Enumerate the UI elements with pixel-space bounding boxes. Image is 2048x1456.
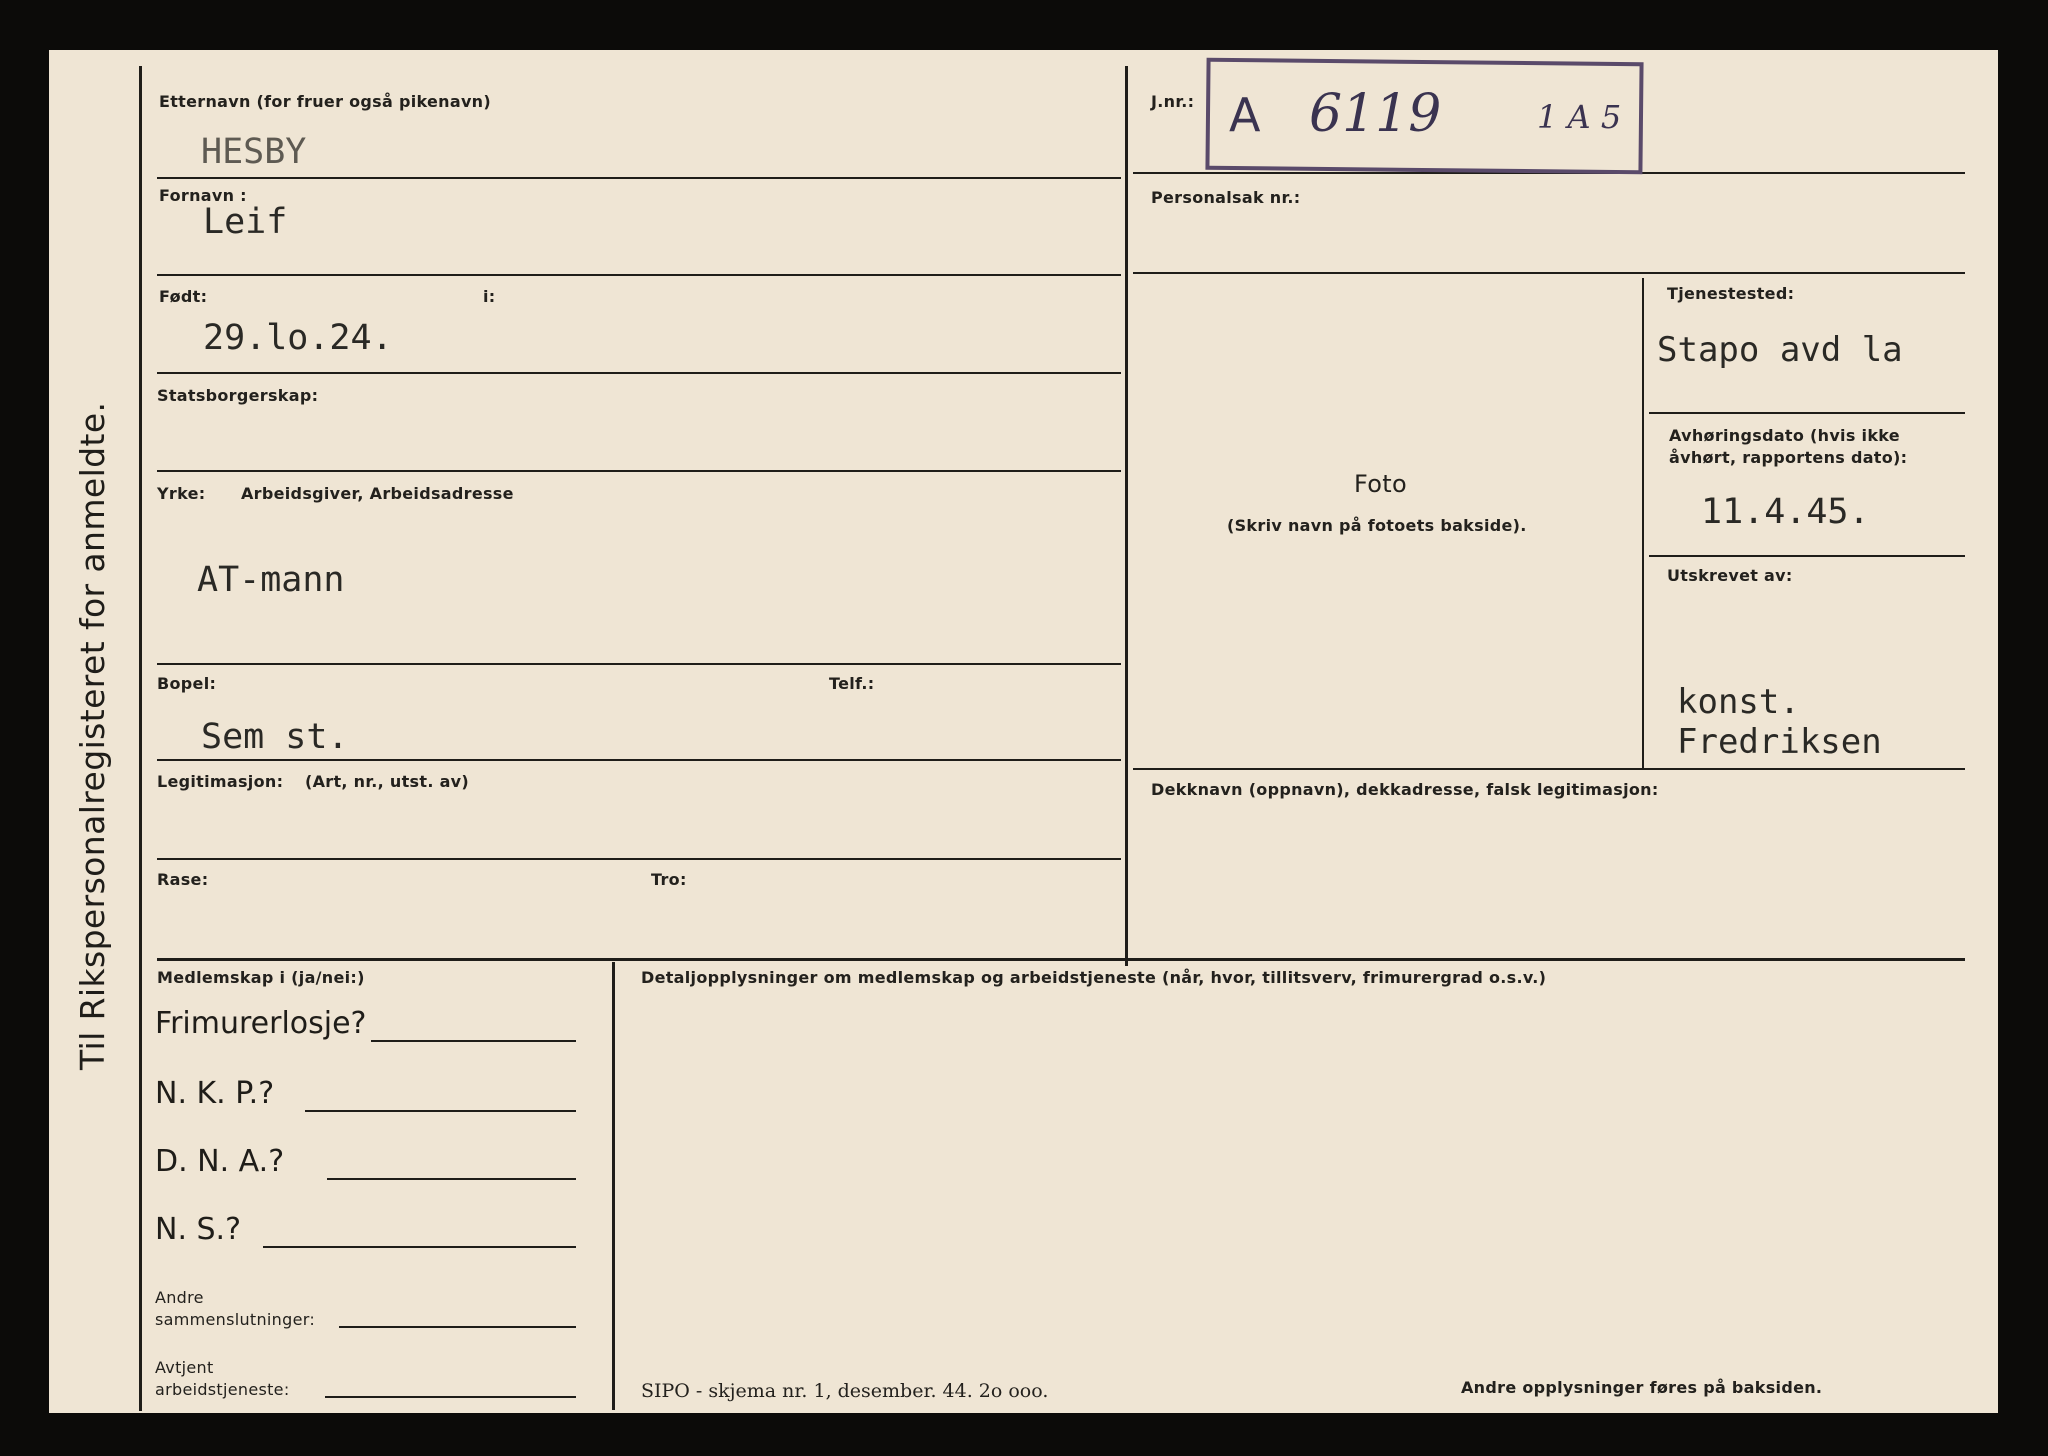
- membership-q1-label: Frimurerlosje?: [155, 1006, 367, 1041]
- rule-tjenestested: [1649, 412, 1965, 414]
- personalsak-label: Personalsak nr.:: [1151, 188, 1301, 207]
- registration-card: [49, 50, 1998, 1413]
- rule-personalsak: [1133, 272, 1965, 274]
- andre-label-line1: Andre: [155, 1288, 204, 1307]
- membership-q3-label: D. N. A.?: [155, 1144, 285, 1179]
- membership-divider-line: [612, 962, 615, 1410]
- statsborgerskap-label: Statsborgerskap:: [157, 386, 319, 405]
- telf-label: Telf.:: [829, 674, 875, 693]
- legitimasjon-label: Legitimasjon:: [157, 772, 284, 791]
- bopel-label: Bopel:: [157, 674, 217, 693]
- avtjent-line: [325, 1396, 576, 1398]
- rule-yrke: [157, 663, 1121, 665]
- foto-label: Foto: [1354, 470, 1407, 498]
- bopel-value: Sem st.: [201, 717, 349, 757]
- avhoring-value: 11.4.45.: [1701, 492, 1870, 532]
- utskrevet-value-line2: Fredriksen: [1677, 722, 1882, 762]
- middle-divider-line: [1125, 66, 1128, 966]
- jnr-number: 6119: [1309, 84, 1442, 144]
- membership-q3-line: [327, 1178, 576, 1180]
- andre-label-line2: sammenslutninger:: [155, 1310, 316, 1329]
- details-label: Detaljopplysninger om medlemskap og arbeidstjeneste (når, hvor, tillitsverv, frimurergrad o.s.v.): [641, 968, 1547, 987]
- dekknavn-label: Dekknavn (oppnavn), dekkadresse, falsk legitimasjon:: [1151, 780, 1659, 799]
- foto-hint: (Skriv navn på fotoets bakside).: [1227, 516, 1527, 535]
- membership-q4-line: [263, 1246, 576, 1248]
- fodt-label: Født:: [159, 287, 208, 306]
- utskrevet-label: Utskrevet av:: [1667, 566, 1793, 585]
- rule-fornavn: [157, 274, 1121, 276]
- avhoring-label-line1: Avhøringsdato (hvis ikke: [1669, 426, 1900, 445]
- left-border-line: [139, 66, 142, 1411]
- membership-q2-label: N. K. P.?: [155, 1076, 275, 1111]
- membership-heading: Medlemskap i (ja/nei:): [157, 968, 365, 987]
- tro-label: Tro:: [651, 870, 687, 889]
- avtjent-label-line2: arbeidstjeneste:: [155, 1380, 290, 1399]
- fodt-value: 29.lo.24.: [203, 318, 393, 358]
- membership-q1-line: [371, 1040, 576, 1042]
- avtjent-label-line1: Avtjent: [155, 1358, 214, 1377]
- rule-main-bottom: [157, 958, 1965, 961]
- form-id: SIPO - skjema nr. 1, desember. 44. 2o ooo.: [641, 1380, 1049, 1402]
- etternavn-label: Etternavn (for fruer også pikenavn): [159, 92, 491, 111]
- avhoring-label-line2: åvhørt, rapportens dato):: [1669, 448, 1908, 467]
- legitimasjon-hint: (Art, nr., utst. av): [305, 772, 470, 791]
- photo-right-divider-line: [1642, 278, 1644, 768]
- tjenestested-value: Stapo avd la: [1657, 330, 1903, 370]
- utskrevet-value-line1: konst.: [1677, 682, 1800, 722]
- rule-statsborgerskap: [157, 470, 1121, 472]
- rase-label: Rase:: [157, 870, 209, 889]
- side-text: Til Rikspersonalregisteret for anmeldte.: [73, 401, 112, 1070]
- membership-q4-label: N. S.?: [155, 1212, 242, 1247]
- rule-avhoring: [1649, 555, 1965, 557]
- fornavn-label: Fornavn :: [159, 186, 247, 205]
- footer-note: Andre opplysninger føres på baksiden.: [1461, 1378, 1823, 1397]
- yrke-value: AT-mann: [197, 560, 345, 600]
- tjenestested-label: Tjenestested:: [1667, 284, 1795, 303]
- rule-bopel: [157, 759, 1121, 761]
- rule-etternavn: [157, 177, 1121, 179]
- andre-line: [339, 1326, 576, 1328]
- rule-fodt: [157, 372, 1121, 374]
- fornavn-value: Leif: [203, 202, 288, 242]
- fodt-i-label: i:: [483, 287, 496, 306]
- rule-legitimasjon: [157, 858, 1121, 860]
- yrke-label: Yrke:: [157, 484, 206, 503]
- jnr-letter: A: [1229, 88, 1261, 142]
- arbeidsgiver-label: Arbeidsgiver, Arbeidsadresse: [241, 484, 514, 503]
- jnr-extra: 1 A 5: [1537, 98, 1622, 136]
- rule-photo-bottom: [1133, 768, 1965, 770]
- membership-q2-line: [305, 1110, 576, 1112]
- etternavn-value: HESBY: [201, 132, 307, 172]
- jnr-label: J.nr.:: [1151, 92, 1195, 111]
